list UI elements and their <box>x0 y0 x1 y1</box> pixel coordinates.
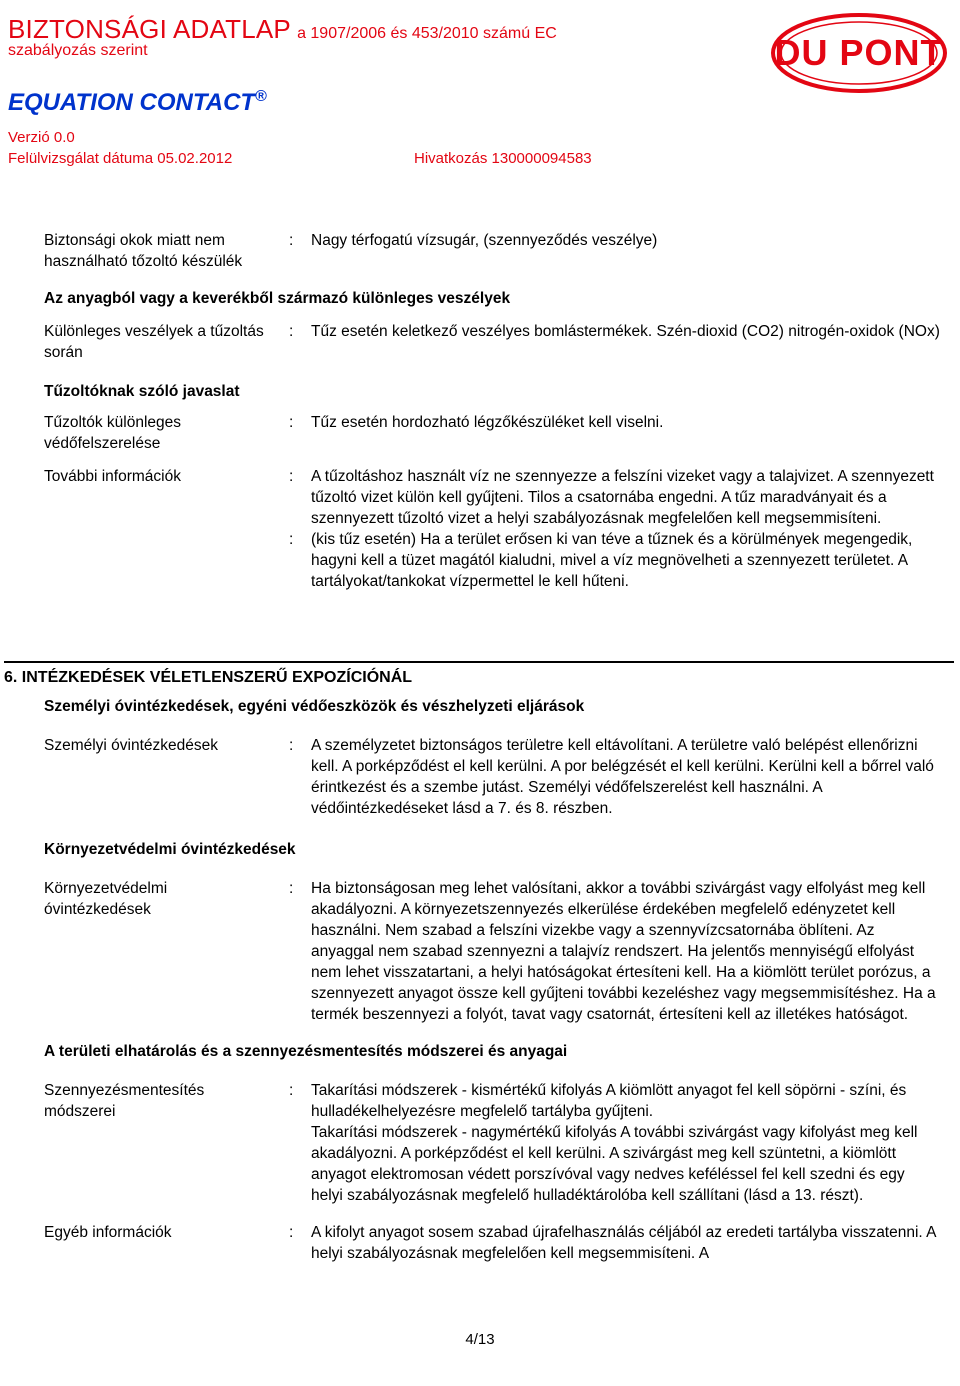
further-info-row-2 <box>44 529 940 592</box>
title-main: BIZTONSÁGI ADATLAP <box>8 14 291 44</box>
svg-text:DU PONT: DU PONT <box>774 32 944 73</box>
field-value: Tűz esetén hordozható légzőkészüléket kell viselni. <box>311 414 664 431</box>
document-title <box>8 14 557 45</box>
colon: : <box>289 1082 294 1099</box>
special-hazards-heading: Az anyagból vagy a keverékből származó különleges veszélyek <box>44 290 511 307</box>
field-value: A tűzoltáshoz használt víz ne szennyezze a felszíni vizeket vagy a talajvizet. A szennyezett tűzoltó vizet külön kell gyűjteni. Tilos a csatornába engedni. A tűz maradványait és a szennyezett tűzoltó vizet a helyi szabályozásnak megfelelően kell megsemmisíteni. <box>311 468 934 527</box>
field-label: További információk <box>44 468 181 485</box>
field-value: Tűz esetén keletkező veszélyes bomlástermékek. Szén-dioxid (CO2) nitrogén-oxidok (NOx) <box>311 323 940 340</box>
reference-number: Hivatkozás 130000094583 <box>414 150 592 167</box>
product-name-text: EQUATION CONTACT <box>8 89 256 116</box>
field-label-empty <box>44 529 289 592</box>
field-label: Környezetvédelmi óvintézkedések <box>44 880 168 918</box>
containment-methods-heading: A területi elhatárolás és a szennyezésmentesítés módszerei és anyagai <box>44 1043 568 1060</box>
section-6-title: 6. INTÉZKEDÉSEK VÉLETLENSZERŰ EXPOZÍCIÓNÁL <box>4 661 954 687</box>
other-info-row <box>44 1222 940 1264</box>
colon: : <box>289 1224 294 1241</box>
title-regulation: a 1907/2006 és 453/2010 számú EC <box>297 25 557 42</box>
colon: : <box>289 531 294 548</box>
version-label: Verzió 0.0 <box>8 129 75 146</box>
field-label: Biztonsági okok miatt nem használható tőzoltó készülék <box>44 232 243 270</box>
field-label: Személyi óvintézkedések <box>44 737 219 754</box>
colon: : <box>289 323 294 340</box>
dupont-logo <box>770 12 948 94</box>
field-label: Egyéb információk <box>44 1224 172 1241</box>
field-value: Ha biztonságosan meg lehet valósítani, akkor a további szivárgást vagy elfolyást meg kell akadályozni. A környezetszennyezés elkerülése érdekében megfelelő edényzetet kell használni. Nem szabad a felszíni vizekbe vagy a szennyvízcsatornába öblíteni. Az anyaggal nem szabad szennyezni a talajvíz rendszert. Ha jelentős mennyiségű elfolyást nem lehet visszatartani, a helyi hatóságokat értesíteni kell. Ha a kiömlött terület porózus, a szennyezett anyagot össze kell gyűjteni további kezeléshez vagy megsemmisítéshez. Ha a termék beszennyezi a folyót, tavat vagy csatornát, értesíteni kell az illetékes hatóságot. <box>311 880 936 1023</box>
environmental-precautions-row <box>44 878 940 1025</box>
review-date: Felülvizsgálat dátuma 05.02.2012 <box>8 150 233 167</box>
firefighter-ppe-row <box>44 412 940 454</box>
field-value: (kis tűz esetén) Ha a terület erősen ki van téve a tűznek és a körülmények megengedik, hagyni kell a tüzet magától kialudni, mivel a víz megnövelheti a szennyezett területet. A tartályokat/tankokat vízpermettel le kell hűteni. <box>311 531 913 590</box>
firefighter-advice-heading: Tűzoltóknak szóló javaslat <box>44 383 240 400</box>
colon: : <box>289 737 294 754</box>
further-info-row <box>44 466 940 529</box>
personal-precautions-row <box>44 735 940 819</box>
title-regulation-line2: szabályozás szerint <box>8 42 148 59</box>
section-6-content <box>44 696 940 1264</box>
unsuitable-extinguishing-row <box>44 230 940 272</box>
field-label: Különleges veszélyek a tűzoltás során <box>44 323 264 361</box>
colon: : <box>289 232 294 249</box>
colon: : <box>289 414 294 431</box>
cleanup-large-spill: Takarítási módszerek - nagymértékű kifolyás A további szivárgást vagy kifolyást meg kell akadályozni. A porképződést el kell kerülni. A szivárgást meg kell szüntetni, a kiömlött anyagot elektromosan védett porszívóval vagy nedves keféléssel fel kell szedni és egy helyi szabályozásnak megfelelő hulladéktárolóba kell szállítani (lásd a 13. részt). <box>311 1124 918 1204</box>
field-value: A kifolyt anyagot sosem szabad újrafelhasználás céljából az eredeti tartályba visszatenni. A helyi szabályozásnak megfelelően kell megsemmisíteni. A <box>311 1224 936 1262</box>
field-label: Szennyezésmentesítés módszerei <box>44 1082 205 1120</box>
cleanup-small-spill: Takarítási módszerek - kismértékű kifolyás A kiömlött anyagot fel kell söpörni - színi, és hulladékelhelyezésre megfelelő tartályba gyűjteni. <box>311 1082 907 1120</box>
registered-mark: ® <box>255 88 267 105</box>
product-name <box>8 88 267 117</box>
colon: : <box>289 880 294 897</box>
personal-precautions-heading: Személyi óvintézkedések, egyéni védőeszközök és vészhelyzeti eljárások <box>44 698 585 715</box>
colon: : <box>289 468 294 485</box>
page-number: 4/13 <box>465 1331 495 1348</box>
field-value: Nagy térfogatú vízsugár, (szennyeződés veszélye) <box>311 232 658 249</box>
special-hazards-row <box>44 321 940 363</box>
field-value: A személyzetet biztonságos területre kell eltávolítani. A területre való belépést ellenőrizni kell. A porképződést el kell kerülni. A por belégzését el kell kerülni. Kerülni kell a bőrrel való érintkezést és a szembe jutást. Személyi védőfelszerelést kell használni. A védőintézkedéseket lásd a 7. és 8. részben. <box>311 737 934 817</box>
environmental-precautions-heading: Környezetvédelmi óvintézkedések <box>44 841 296 858</box>
cleanup-methods-row <box>44 1080 940 1206</box>
document-header <box>0 0 960 170</box>
field-value <box>311 1080 940 1206</box>
field-label: Tűzoltók különleges védőfelszerelése <box>44 414 181 452</box>
sds-content <box>44 230 940 592</box>
